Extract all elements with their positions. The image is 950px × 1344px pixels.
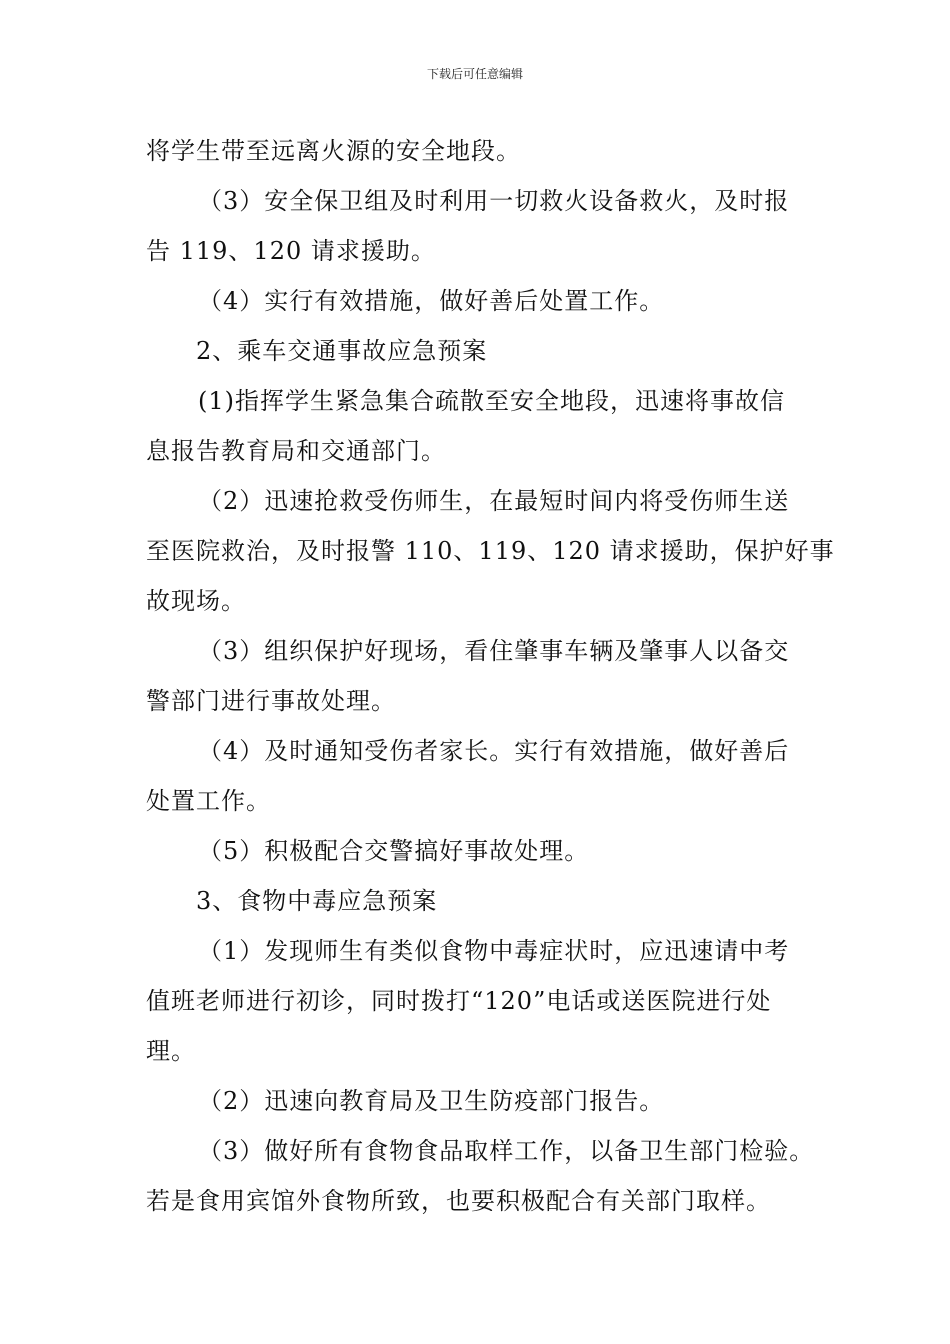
text-line: （2）迅速抢救受伤师生，在最短时间内将受伤师生送 bbox=[198, 487, 790, 515]
text-line: （1）发现师生有类似食物中毒症状时，应迅速请中考 bbox=[198, 937, 790, 965]
text-line: （4）及时通知受伤者家长。实行有效措施，做好善后 bbox=[198, 737, 790, 765]
text-line: 告 119、120 请求援助。 bbox=[146, 237, 436, 265]
text-line: （3）做好所有食物食品取样工作，以备卫生部门检验。 bbox=[198, 1137, 815, 1165]
text-line: （3）组织保护好现场，看住肇事车辆及肇事人以备交 bbox=[198, 637, 790, 665]
text-line: 警部门进行事故处理。 bbox=[146, 687, 396, 715]
text-line: （4）实行有效措施，做好善后处置工作。 bbox=[198, 287, 665, 315]
text-line: 息报告教育局和交通部门。 bbox=[146, 437, 446, 465]
text-line: (1)指挥学生紧急集合疏散至安全地段，迅速将事故信 bbox=[198, 387, 785, 415]
text-line: （5）积极配合交警搞好事故处理。 bbox=[198, 837, 590, 865]
text-line: （3）安全保卫组及时利用一切救火设备救火，及时报 bbox=[198, 187, 790, 215]
text-line: 至医院救治，及时报警 110、119、120 请求援助，保护好事 bbox=[146, 537, 835, 565]
text-line: 处置工作。 bbox=[146, 787, 271, 815]
text-line: 将学生带至远离火源的安全地段。 bbox=[146, 137, 521, 165]
text-line: 理。 bbox=[146, 1037, 196, 1065]
text-line: （2）迅速向教育局及卫生防疫部门报告。 bbox=[198, 1087, 665, 1115]
text-line: 值班老师进行初诊，同时拨打“120”电话或送医院进行处 bbox=[146, 987, 772, 1015]
page-header: 下载后可任意编辑 bbox=[426, 67, 523, 81]
section-heading: 2、乘车交通事故应急预案 bbox=[196, 337, 488, 365]
section-heading: 3、食物中毒应急预案 bbox=[196, 887, 438, 915]
text-line: 故现场。 bbox=[146, 587, 246, 615]
text-line: 若是食用宾馆外食物所致，也要积极配合有关部门取样。 bbox=[146, 1187, 771, 1215]
